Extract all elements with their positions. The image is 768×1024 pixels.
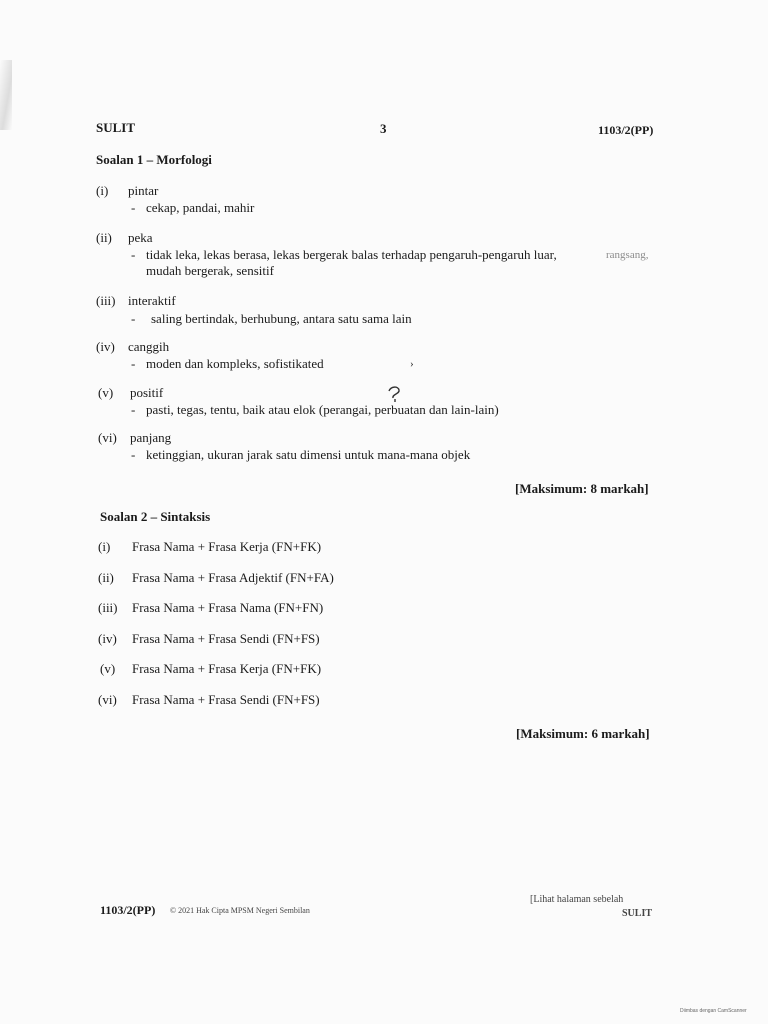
- item-number: (iv): [96, 339, 115, 354]
- item-definition: ketinggian, ukuran jarak satu dimensi untuk mana-mana objek: [146, 447, 471, 462]
- item-dash: -: [131, 356, 136, 371]
- item-number: (v): [98, 385, 114, 400]
- item-dash: -: [131, 402, 136, 417]
- footer-paper-code: 1103/2(PP): [100, 903, 156, 917]
- item-number: (vi): [98, 430, 117, 445]
- item-definition: pasti, tegas, tentu, baik atau elok (perangai, perbuatan dan lain-lain): [146, 402, 499, 417]
- item-number: (ii): [98, 570, 114, 585]
- item-text: Frasa Nama + Frasa Sendi (FN+FS): [132, 631, 320, 646]
- item-number: (i): [98, 539, 111, 554]
- item-number: (v): [100, 661, 116, 676]
- item-word: positif: [130, 385, 164, 400]
- item-text: Frasa Nama + Frasa Kerja (FN+FK): [132, 661, 322, 676]
- scanner-watermark: Diimbas dengan CamScanner: [680, 1008, 747, 1014]
- item-text: Frasa Nama + Frasa Adjektif (FN+FA): [132, 570, 334, 585]
- item-word: interaktif: [128, 293, 176, 308]
- item-number: (iii): [98, 600, 118, 615]
- stray-mark: ›: [410, 358, 414, 370]
- section2-title: Soalan 2 – Sintaksis: [100, 509, 211, 524]
- item-definition: cekap, pandai, mahir: [146, 200, 255, 215]
- item-dash: -: [131, 447, 136, 462]
- section1-max-marks: [Maksimum: 8 markah]: [515, 481, 649, 496]
- scan-shadow: [0, 60, 12, 130]
- item-text: Frasa Nama + Frasa Kerja (FN+FK): [132, 539, 322, 554]
- item-dash: -: [131, 200, 136, 215]
- item-number: (ii): [96, 230, 112, 245]
- item-word: canggih: [128, 339, 170, 354]
- footer-see-next-page: [Lihat halaman sebelah: [530, 894, 624, 905]
- item-text: Frasa Nama + Frasa Nama (FN+FN): [132, 600, 324, 615]
- header-sulit: SULIT: [96, 120, 136, 135]
- page-number: 3: [380, 121, 387, 136]
- footer-copyright: © 2021 Hak Cipta MPSM Negeri Sembilan: [170, 906, 310, 915]
- item-text: Frasa Nama + Frasa Sendi (FN+FS): [132, 692, 320, 707]
- section1-title: Soalan 1 – Morfologi: [96, 152, 212, 167]
- footer-sulit: SULIT: [622, 908, 653, 919]
- item-dash: -: [131, 311, 136, 326]
- section2-max-marks: [Maksimum: 6 markah]: [516, 726, 650, 741]
- item-number: (iv): [98, 631, 117, 646]
- item-definition: saling bertindak, berhubung, antara satu sama lain: [151, 311, 412, 326]
- item-dash: -: [131, 247, 136, 262]
- item-definition-cont: mudah bergerak, sensitif: [146, 263, 274, 278]
- item-definition: moden dan kompleks, sofistikated: [146, 356, 324, 371]
- item-word: pintar: [128, 183, 159, 198]
- item-word: peka: [128, 230, 153, 245]
- item-definition: tidak leka, lekas berasa, lekas bergerak balas terhadap pengaruh-pengaruh luar,: [146, 247, 557, 262]
- item-number: (i): [96, 183, 109, 198]
- item-word: panjang: [130, 430, 172, 445]
- item-number: (iii): [96, 293, 116, 308]
- item-number: (vi): [98, 692, 117, 707]
- header-paper-code: 1103/2(PP): [598, 123, 654, 137]
- item-definition-faint: rangsang,: [606, 249, 649, 261]
